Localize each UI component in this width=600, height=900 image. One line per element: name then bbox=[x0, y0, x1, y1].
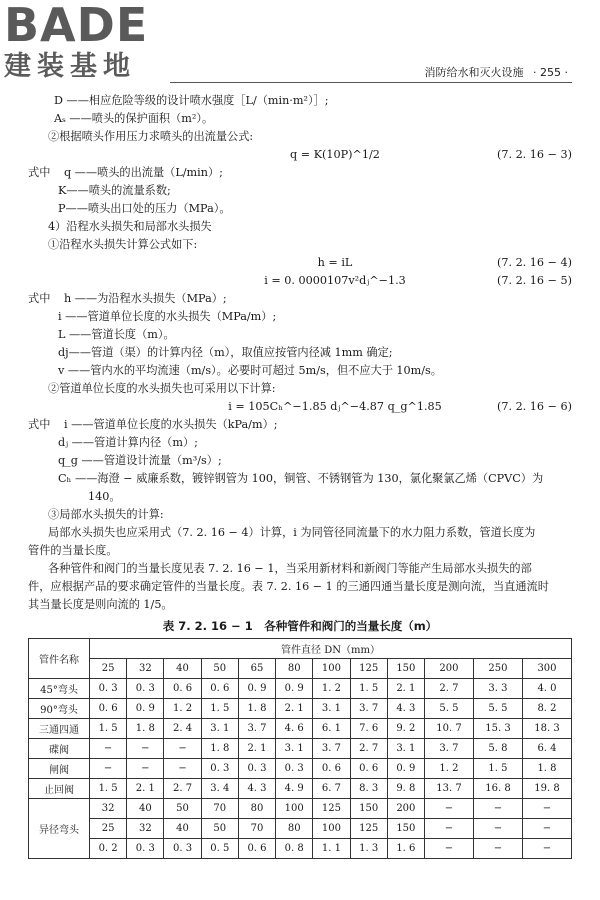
table-cell: 1. 8 bbox=[127, 719, 164, 739]
table-cell: 1. 8 bbox=[522, 759, 571, 779]
table-cell: 0. 9 bbox=[238, 679, 275, 699]
fitting-name: 45°弯头 bbox=[29, 679, 90, 699]
text-line: 其当量长度是则向流的 1/5。 bbox=[28, 598, 173, 611]
table-cell: 200 bbox=[387, 799, 424, 819]
table-cell: 4. 3 bbox=[387, 699, 424, 719]
table-cell: 5. 5 bbox=[424, 699, 473, 719]
table-row bbox=[29, 719, 572, 739]
table-cell: 0. 3 bbox=[276, 759, 313, 779]
diameter-header-row bbox=[29, 659, 572, 679]
table-cell: 0. 6 bbox=[201, 679, 238, 699]
table-cell: 3. 7 bbox=[238, 719, 275, 739]
table-cell: 1. 6 bbox=[387, 839, 424, 859]
fitting-name: 异径弯头 bbox=[29, 799, 90, 859]
text-line: L ——管道长度（m）。 bbox=[58, 328, 175, 341]
table-cell: 125 bbox=[350, 819, 387, 839]
diameter-header: 25 bbox=[90, 659, 127, 679]
table-cell: 19. 8 bbox=[522, 779, 571, 799]
table-cell: 1. 2 bbox=[313, 679, 350, 699]
text-line: 140。 bbox=[88, 490, 121, 503]
text-line: v ——管内水的平均流速（m/s）。必要时可超过 5m/s，但不应大于 10m/s。 bbox=[58, 364, 442, 377]
formula-row bbox=[28, 146, 572, 164]
table-cell: 3. 4 bbox=[201, 779, 238, 799]
table-cell: 2. 7 bbox=[424, 679, 473, 699]
table-cell: 9. 2 bbox=[387, 719, 424, 739]
table-cell: 0. 3 bbox=[238, 759, 275, 779]
table-cell: − bbox=[164, 759, 201, 779]
diameter-header: 65 bbox=[238, 659, 275, 679]
table-cell: 5. 5 bbox=[473, 699, 522, 719]
text-line: q_g ——管道设计流量（m³/s）; bbox=[58, 454, 222, 467]
table-cell: 1. 5 bbox=[90, 779, 127, 799]
table-cell: 8. 2 bbox=[522, 699, 571, 719]
diameter-header: 125 bbox=[350, 659, 387, 679]
table-row bbox=[29, 759, 572, 779]
table-cell: 4. 3 bbox=[238, 779, 275, 799]
table-cell: − bbox=[90, 759, 127, 779]
table-cell: 1. 5 bbox=[90, 719, 127, 739]
table-cell: 1. 8 bbox=[238, 699, 275, 719]
table-cell: 3. 7 bbox=[313, 739, 350, 759]
formula: h = iL bbox=[317, 256, 353, 269]
table-cell: 3. 3 bbox=[473, 679, 522, 699]
table-row bbox=[29, 679, 572, 699]
table-cell: − bbox=[522, 799, 571, 819]
table-cell: 150 bbox=[387, 819, 424, 839]
table-cell: 3. 1 bbox=[276, 739, 313, 759]
legend-label: 式中 bbox=[28, 418, 51, 431]
table-cell: 0. 3 bbox=[127, 839, 164, 859]
table-cell: 80 bbox=[276, 819, 313, 839]
table-cell: 0. 8 bbox=[276, 839, 313, 859]
logo-wordmark: BADE bbox=[4, 0, 149, 52]
legend-label: 式中 bbox=[28, 166, 51, 179]
text-line: dⱼ ——管道计算内径（m）; bbox=[58, 436, 198, 449]
equation-number: (7. 2. 16 − 4) bbox=[496, 256, 572, 269]
text-line: 管件的当量长度。 bbox=[28, 544, 118, 557]
text-line: ③局部水头损失的计算: bbox=[48, 508, 164, 521]
table-cell: 0. 5 bbox=[201, 839, 238, 859]
table-cell: 1. 3 bbox=[350, 839, 387, 859]
text-line: P——喷头出口处的压力（MPa）。 bbox=[58, 202, 231, 215]
table-cell: 0. 9 bbox=[127, 699, 164, 719]
table-cell: − bbox=[164, 739, 201, 759]
table-cell: 7. 6 bbox=[350, 719, 387, 739]
table-cell: − bbox=[473, 799, 522, 819]
legend-item: q ——喷头的出流量（L/min）; bbox=[63, 166, 223, 179]
table-cell: − bbox=[522, 819, 571, 839]
table-cell: 3. 1 bbox=[387, 739, 424, 759]
table-cell: 1. 8 bbox=[201, 739, 238, 759]
table-cell: 2. 4 bbox=[164, 719, 201, 739]
table-cell: 16. 8 bbox=[473, 779, 522, 799]
table-cell: 3. 7 bbox=[350, 699, 387, 719]
table-cell: 13. 7 bbox=[424, 779, 473, 799]
text-line: ①沿程水头损失计算公式如下: bbox=[48, 238, 198, 251]
legend-item: h ——为沿程水头损失（MPa）; bbox=[63, 292, 227, 305]
diameter-header: 80 bbox=[276, 659, 313, 679]
table-cell: 100 bbox=[276, 799, 313, 819]
table-cell: − bbox=[424, 819, 473, 839]
fitting-name: 碟阀 bbox=[29, 739, 90, 759]
legend-label: 式中 bbox=[28, 292, 51, 305]
table-cell: − bbox=[522, 839, 571, 859]
text-line: i ——管道单位长度的水头损失（MPa/m）; bbox=[58, 310, 277, 323]
table-cell: 0. 6 bbox=[350, 759, 387, 779]
table-cell: 2. 1 bbox=[276, 699, 313, 719]
table-title: 表 7. 2. 16 − 1 各种管件和阀门的当量长度（m） bbox=[162, 619, 438, 633]
table-cell: 2. 1 bbox=[387, 679, 424, 699]
legend-item: i ——管道单位长度的水头损失（kPa/m）; bbox=[63, 418, 278, 431]
table-cell: 4. 0 bbox=[522, 679, 571, 699]
text-line: dj——管道（渠）的计算内径（m），取值应按管内径减 1mm 确定; bbox=[58, 346, 393, 359]
text-line bbox=[28, 290, 572, 308]
table-cell: 1. 2 bbox=[164, 699, 201, 719]
table-cell: 0. 3 bbox=[164, 839, 201, 859]
table-cell: 0. 6 bbox=[164, 679, 201, 699]
fitting-length-table bbox=[28, 638, 572, 859]
fitting-name: 90°弯头 bbox=[29, 699, 90, 719]
table-cell: − bbox=[473, 839, 522, 859]
table-cell: 32 bbox=[127, 819, 164, 839]
text-line: Cₕ ——海澄 − 威廉系数，镀锌钢管为 100，铜管、不锈钢管为 130，氯化聚氯乙烯（CPVC）为 bbox=[58, 472, 544, 485]
table-cell: 18. 3 bbox=[522, 719, 571, 739]
table-cell: 3. 1 bbox=[201, 719, 238, 739]
diameter-header: 100 bbox=[313, 659, 350, 679]
formula-row bbox=[28, 254, 572, 272]
text-line: 各种管件和阀门的当量长度见表 7. 2. 16 − 1，当采用新材料和新阀门等能产生局部水头损失的部 bbox=[48, 562, 532, 575]
table-cell: 0. 2 bbox=[90, 839, 127, 859]
table-cell: 80 bbox=[238, 799, 275, 819]
table-cell: 0. 3 bbox=[127, 679, 164, 699]
table-cell: 70 bbox=[238, 819, 275, 839]
diameter-header: 300 bbox=[522, 659, 571, 679]
table-cell: 3. 1 bbox=[313, 699, 350, 719]
section-title: 消防给水和灭火设施 bbox=[424, 66, 524, 79]
table-cell: 1. 1 bbox=[313, 839, 350, 859]
fitting-name: 止回阀 bbox=[29, 779, 90, 799]
section-heading: 4）沿程水头损失和局部水头损失 bbox=[48, 220, 212, 233]
text-line: Aₛ ——喷头的保护面积（m²）。 bbox=[54, 112, 214, 125]
table-cell: 1. 5 bbox=[201, 699, 238, 719]
group-header: 管件直径 DN（mm） bbox=[90, 639, 572, 659]
table-cell: 100 bbox=[313, 819, 350, 839]
table-cell: − bbox=[90, 739, 127, 759]
table-cell: 0. 3 bbox=[201, 759, 238, 779]
table-cell: 25 bbox=[90, 819, 127, 839]
table-cell: 40 bbox=[127, 799, 164, 819]
equation-number: (7. 2. 16 − 5) bbox=[496, 274, 572, 287]
diameter-header: 40 bbox=[164, 659, 201, 679]
text-line: ②管道单位长度的水头损失也可采用以下计算: bbox=[48, 382, 276, 395]
table-cell: 150 bbox=[350, 799, 387, 819]
table-cell: 4. 6 bbox=[276, 719, 313, 739]
table-cell: 8. 3 bbox=[350, 779, 387, 799]
table-cell: 1. 5 bbox=[473, 759, 522, 779]
fitting-name: 闸阀 bbox=[29, 759, 90, 779]
text-line: 件，应根据产品的要求确定管件的当量长度。表 7. 2. 16 − 1 的三通四通当量长度是测向流，当直通流时 bbox=[28, 580, 549, 593]
table-cell: 1. 5 bbox=[350, 679, 387, 699]
column-header: 管件名称 bbox=[29, 639, 90, 679]
equation-number: (7. 2. 16 − 3) bbox=[496, 148, 572, 161]
table-row bbox=[29, 799, 572, 819]
logo-subtitle: 建装基地 bbox=[4, 51, 136, 82]
table-cell: 0. 9 bbox=[276, 679, 313, 699]
diameter-header: 250 bbox=[473, 659, 522, 679]
table-cell: 1. 2 bbox=[424, 759, 473, 779]
text-line: D ——相应危险等级的设计喷水强度［L/（min·m²）］; bbox=[54, 94, 329, 107]
table-cell: 10. 7 bbox=[424, 719, 473, 739]
table-row bbox=[29, 819, 572, 839]
page-body bbox=[28, 92, 572, 859]
formula: i = 105Cₕ^−1.85 dⱼ^−4.87 q_g^1.85 bbox=[228, 400, 442, 413]
table-cell: 6. 1 bbox=[313, 719, 350, 739]
table-cell: − bbox=[127, 739, 164, 759]
table-row bbox=[29, 739, 572, 759]
table-cell: − bbox=[127, 759, 164, 779]
formula: i = 0. 0000107v²dⱼ^−1.3 bbox=[264, 274, 406, 287]
table-cell: 125 bbox=[313, 799, 350, 819]
diameter-header: 150 bbox=[387, 659, 424, 679]
table-row bbox=[29, 699, 572, 719]
table-cell: 32 bbox=[90, 799, 127, 819]
table-cell: − bbox=[473, 819, 522, 839]
formula-row bbox=[28, 272, 572, 290]
formula: q = K(10P)^1/2 bbox=[290, 148, 380, 161]
fitting-name: 三通四通 bbox=[29, 719, 90, 739]
table-cell: 2. 1 bbox=[238, 739, 275, 759]
table-cell: 9. 8 bbox=[387, 779, 424, 799]
table-cell: 0. 9 bbox=[387, 759, 424, 779]
diameter-header: 32 bbox=[127, 659, 164, 679]
table-cell: 3. 7 bbox=[424, 739, 473, 759]
table-cell: 4. 9 bbox=[276, 779, 313, 799]
table-cell: 6. 7 bbox=[313, 779, 350, 799]
table-cell: 2. 1 bbox=[127, 779, 164, 799]
running-header bbox=[425, 64, 568, 80]
text-line: K——喷头的流量系数; bbox=[58, 184, 171, 197]
table-cell: 6. 4 bbox=[522, 739, 571, 759]
equation-number: (7. 2. 16 − 6) bbox=[496, 400, 572, 413]
text-line bbox=[28, 164, 572, 182]
table-cell: 0. 6 bbox=[313, 759, 350, 779]
text-line: ②根据喷头作用压力求喷头的出流量公式: bbox=[48, 130, 254, 143]
table-cell: 15. 3 bbox=[473, 719, 522, 739]
formula-row bbox=[28, 398, 572, 416]
text-line: 局部水头损失也应采用式（7. 2. 16 − 4）计算，i 为同管径同流量下的水力阻力系数，管道长度为 bbox=[48, 526, 536, 539]
table-cell: 40 bbox=[164, 819, 201, 839]
table-header-row bbox=[29, 639, 572, 659]
diameter-header: 50 bbox=[201, 659, 238, 679]
table-cell: 2. 7 bbox=[350, 739, 387, 759]
table-cell: 70 bbox=[201, 799, 238, 819]
table-cell: 50 bbox=[164, 799, 201, 819]
table-cell: 0. 6 bbox=[238, 839, 275, 859]
table-cell: − bbox=[424, 799, 473, 819]
table-cell: − bbox=[424, 839, 473, 859]
table-cell: 50 bbox=[201, 819, 238, 839]
table-row bbox=[29, 839, 572, 859]
header-divider bbox=[170, 82, 572, 83]
table-cell: 5. 8 bbox=[473, 739, 522, 759]
page-number: · 255 · bbox=[533, 66, 568, 79]
table-cell: 2. 7 bbox=[164, 779, 201, 799]
diameter-header: 200 bbox=[424, 659, 473, 679]
table-cell: 0. 3 bbox=[90, 679, 127, 699]
table-cell: 0. 6 bbox=[90, 699, 127, 719]
text-line bbox=[28, 416, 572, 434]
table-row bbox=[29, 779, 572, 799]
